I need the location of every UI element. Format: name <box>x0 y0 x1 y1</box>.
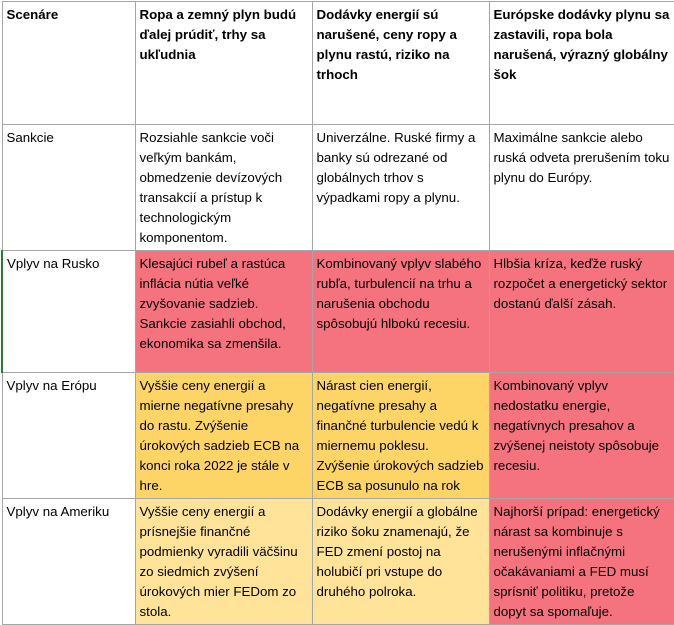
table-row <box>2 499 674 625</box>
table-cell: Vyššie ceny energií a prísnejšie finančné podmienky vyradili väčšinu zo siedmich zvýšení úrokových mier FEDom zo stola. <box>135 499 312 625</box>
table-cell: Maximálne sankcie alebo ruská odveta prerušením toku plynu do Európy. <box>489 125 674 251</box>
scenario-header-3: Európske dodávky plynu sa zastavili, ropa bola narušená, výrazný globálny šok <box>489 2 674 125</box>
table-cell: Univerzálne. Ruské firmy a banky sú odrezané od globálnych trhov s výpadkami ropy a plynu. <box>312 125 489 251</box>
table-cell: Klesajúci rubeľ a rastúca inflácia nútia veľké zvyšovanie sadzieb. Sankcie zasiahli obchod, ekonomika sa zmenšila. <box>135 251 312 373</box>
scenario-header-2: Dodávky energií sú narušené, ceny ropy a plynu rastú, riziko na trhoch <box>312 2 489 125</box>
scenario-table <box>1 1 674 625</box>
row-label-europe: Vplyv na Erópu <box>2 373 135 499</box>
table-cell: Hlbšia kríza, keďže ruský rozpočet a energetický sektor dostanú ďalší zásah. <box>489 251 674 373</box>
row-label-america: Vplyv na Ameriku <box>2 499 135 625</box>
table-cell: Rozsiahle sankcie voči veľkým bankám, obmedzenie devízových transakcií a prístup k technologickým komponentom. <box>135 125 312 251</box>
row-label-russia: Vplyv na Rusko <box>2 251 135 373</box>
table-row <box>2 373 674 499</box>
table-row <box>2 125 674 251</box>
header-row <box>2 2 674 125</box>
table-cell: Vyššie ceny energií a mierne negatívne presahy do rastu. Zvýšenie úrokových sadzieb ECB na konci roka 2022 je stále v hre. <box>135 373 312 499</box>
scenario-header-1: Ropa a zemný plyn budú ďalej prúdiť, trhy sa ukľudnia <box>135 2 312 125</box>
table-cell: Kombinovaný vplyv slabého rubľa, turbulencií na trhu a narušenia obchodu spôsobujú hlbokú recesiu. <box>312 251 489 373</box>
table-row <box>2 251 674 373</box>
table-cell: Nárast cien energií, negatívne presahy a finančné turbulencie vedú k miernemu poklesu. Zvýšenie úrokových sadzieb ECB sa posunulo na rok <box>312 373 489 499</box>
row-label-sanctions: Sankcie <box>2 125 135 251</box>
table-cell: Kombinovaný vplyv nedostatku energie, negatívnych presahov a zvýšenej neistoty spôsobuje recesiu. <box>489 373 674 499</box>
table-cell: Dodávky energií a globálne riziko šoku znamenajú, že FED zmení postoj na holubičí pri vstupe do druhého polroka. <box>312 499 489 625</box>
table-cell: Najhorší prípad: energetický nárast sa kombinuje s nerušenými inflačnými očakávaniami a FED musí sprísniť politiku, pretože dopyt sa spomaľuje. <box>489 499 674 625</box>
scenarios-label: Scenáre <box>2 2 135 125</box>
